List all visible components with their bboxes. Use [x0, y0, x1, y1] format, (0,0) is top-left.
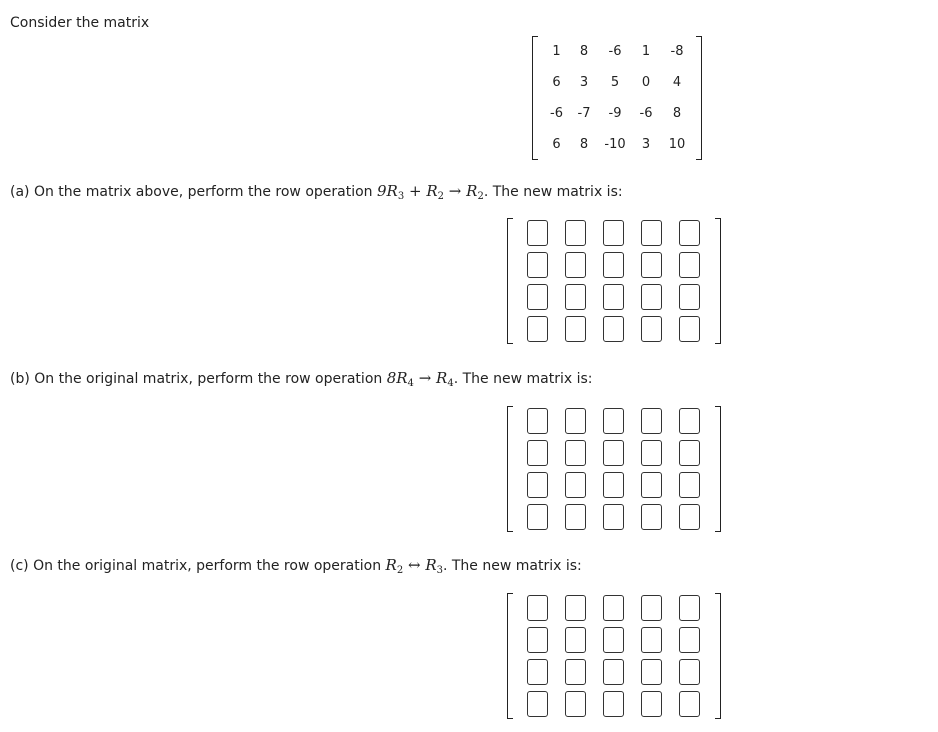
answer-input[interactable]	[679, 504, 700, 530]
answer-input[interactable]	[527, 659, 548, 685]
answer-input[interactable]	[527, 408, 548, 434]
answer-input[interactable]	[527, 440, 548, 466]
answer-input[interactable]	[565, 659, 586, 685]
part-b-answer-matrix	[507, 406, 721, 532]
matrix-cell: 10	[668, 137, 686, 152]
answer-input[interactable]	[641, 252, 662, 278]
answer-input[interactable]	[641, 472, 662, 498]
part-b-prompt	[10, 369, 592, 393]
matrix-cell: 3	[641, 137, 651, 152]
answer-input[interactable]	[679, 252, 700, 278]
answer-input[interactable]	[565, 408, 586, 434]
answer-input[interactable]	[679, 691, 700, 717]
matrix-cell: 1	[641, 44, 651, 59]
answer-input[interactable]	[565, 316, 586, 342]
matrix-cell: 5	[610, 75, 620, 90]
left-bracket	[507, 593, 513, 719]
answer-input[interactable]	[641, 627, 662, 653]
answer-input[interactable]	[641, 659, 662, 685]
answer-input[interactable]	[527, 284, 548, 310]
matrix-cell: 8	[672, 106, 682, 121]
matrix-cell: -6	[608, 44, 622, 59]
part-a-prompt	[10, 182, 623, 206]
matrix-row	[542, 36, 695, 67]
answer-input[interactable]	[565, 284, 586, 310]
intro-text: Consider the matrix	[10, 15, 150, 31]
part-a-answer-matrix	[507, 218, 721, 344]
matrix-cell: 8	[579, 44, 589, 59]
answer-input[interactable]	[679, 284, 700, 310]
answer-input[interactable]	[641, 691, 662, 717]
answer-input[interactable]	[565, 252, 586, 278]
given-matrix	[532, 36, 702, 160]
answer-input[interactable]	[565, 220, 586, 246]
answer-input[interactable]	[679, 220, 700, 246]
matrix-cell: -7	[577, 106, 591, 121]
answer-input[interactable]	[603, 440, 624, 466]
answer-input[interactable]	[603, 627, 624, 653]
answer-input[interactable]	[603, 252, 624, 278]
answer-grid	[527, 595, 703, 719]
answer-input[interactable]	[603, 472, 624, 498]
answer-input[interactable]	[527, 504, 548, 530]
matrix-cell: 0	[641, 75, 651, 90]
right-bracket	[715, 593, 721, 719]
answer-input[interactable]	[527, 691, 548, 717]
answer-input[interactable]	[527, 472, 548, 498]
answer-input[interactable]	[565, 595, 586, 621]
answer-input[interactable]	[603, 316, 624, 342]
answer-input[interactable]	[527, 252, 548, 278]
answer-grid	[527, 220, 703, 344]
answer-input[interactable]	[565, 472, 586, 498]
left-bracket	[507, 218, 513, 344]
matrix-cell: 6	[552, 75, 561, 90]
answer-input[interactable]	[527, 627, 548, 653]
answer-input[interactable]	[641, 284, 662, 310]
part-c-prompt	[10, 556, 582, 580]
answer-grid	[527, 408, 703, 532]
answer-input[interactable]	[527, 595, 548, 621]
answer-input[interactable]	[641, 595, 662, 621]
answer-input[interactable]	[641, 316, 662, 342]
matrix-cell: 4	[672, 75, 682, 90]
answer-input[interactable]	[565, 691, 586, 717]
answer-input[interactable]	[679, 440, 700, 466]
answer-input[interactable]	[641, 220, 662, 246]
answer-input[interactable]	[679, 627, 700, 653]
answer-input[interactable]	[603, 408, 624, 434]
part-c-operation: $R_2$ ↔ $R_3$	[385, 556, 443, 576]
answer-input[interactable]	[527, 220, 548, 246]
matrix-cell: -10	[604, 137, 626, 152]
answer-input[interactable]	[679, 595, 700, 621]
matrix-cell: -9	[608, 106, 622, 121]
right-bracket	[696, 36, 702, 160]
answer-input[interactable]	[641, 408, 662, 434]
answer-input[interactable]	[603, 659, 624, 685]
answer-input[interactable]	[641, 440, 662, 466]
matrix-row	[542, 67, 695, 98]
answer-input[interactable]	[679, 408, 700, 434]
matrix-cell: -6	[639, 106, 653, 121]
matrix-row	[542, 98, 695, 129]
matrix-cell: 1	[552, 44, 561, 59]
matrix-cell: 3	[579, 75, 589, 90]
matrix-table	[542, 36, 695, 160]
answer-input[interactable]	[565, 504, 586, 530]
answer-input[interactable]	[603, 595, 624, 621]
answer-input[interactable]	[565, 627, 586, 653]
matrix-cell: 8	[579, 137, 589, 152]
answer-input[interactable]	[527, 316, 548, 342]
matrix-cell: 6	[552, 137, 561, 152]
part-c-text-before: (c) On the original matrix, perform the row operation	[10, 558, 386, 574]
part-c-answer-matrix	[507, 593, 721, 719]
answer-input[interactable]	[679, 316, 700, 342]
matrix-row	[542, 129, 695, 160]
part-a-text-before: (a) On the matrix above, perform the row operation	[10, 184, 377, 200]
matrix-cell: -6	[550, 106, 563, 121]
left-bracket	[507, 406, 513, 532]
answer-input[interactable]	[603, 284, 624, 310]
matrix-cell: -8	[670, 44, 684, 59]
answer-input[interactable]	[603, 504, 624, 530]
answer-input[interactable]	[565, 440, 586, 466]
right-bracket	[715, 406, 721, 532]
part-a-operation: $9R_3 + R_2 \to R_2$	[377, 182, 484, 202]
answer-input[interactable]	[679, 659, 700, 685]
part-b-text-after: . The new matrix is:	[453, 371, 593, 387]
part-c-text-after: . The new matrix is:	[442, 558, 582, 574]
part-b-text-before: (b) On the original matrix, perform the row operation	[10, 371, 387, 387]
part-a-text-after: . The new matrix is:	[483, 184, 623, 200]
part-b-operation: $8R_4 \to R_4$	[386, 369, 454, 389]
left-bracket	[532, 36, 538, 160]
right-bracket	[715, 218, 721, 344]
answer-input[interactable]	[603, 220, 624, 246]
answer-input[interactable]	[679, 472, 700, 498]
answer-input[interactable]	[603, 691, 624, 717]
answer-input[interactable]	[641, 504, 662, 530]
